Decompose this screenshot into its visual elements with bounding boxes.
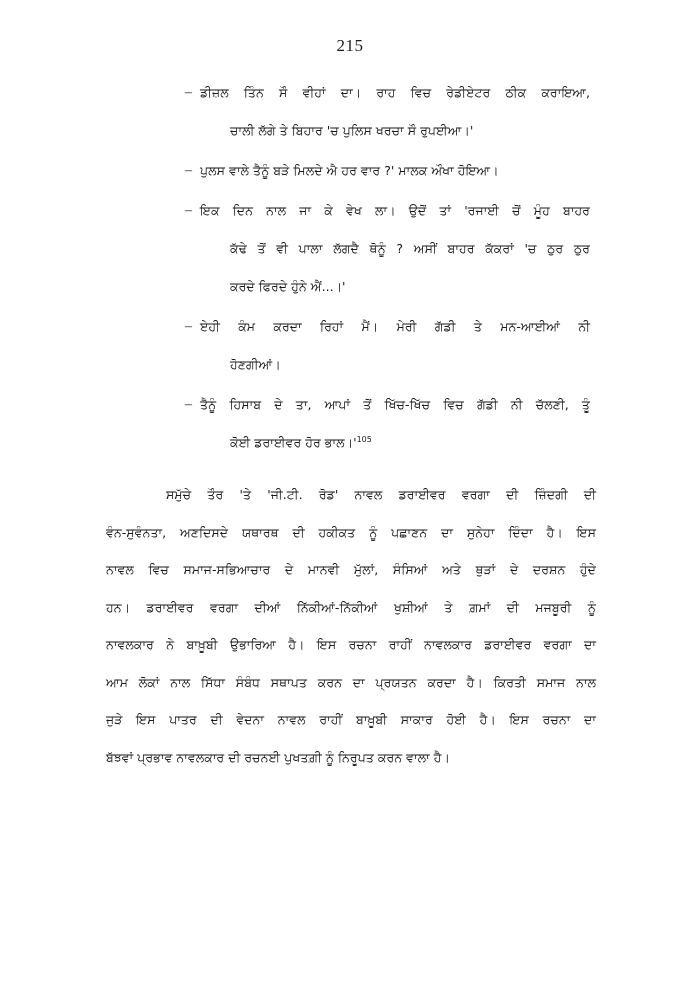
- quote-line: ਇਕ ਦਿਨ ਨਾਲ ਜਾ ਕੇ ਵੇਖ ਲਾ। ਉਦੋਂ ਤਾਂ 'ਰਜਾਈ ਚੋਂ ਮੂੰਹ ਬਾਹਰ: [200, 203, 590, 218]
- paragraph-line: ਜੁੜੇ ਇਸ ਪਾਤਰ ਦੀ ਵੇਦਨਾ ਨਾਵਲ ਰਾਹੀਂ ਬਾਖ਼ੂਬੀ ਸਾਕਾਰ ਹੋਈ ਹੈ। ਇਸ ਰਚਨਾ ਦਾ: [106, 712, 596, 727]
- quote-line: ਕੱਢੇ ਤੋਂ ਵੀ ਪਾਲਾ ਲੱਗਦੈ ਥੋਨੂੰ ? ਅਸੀਂ ਬਾਹਰ ਕੱਕਰਾਂ 'ਚ ਠੁਰ ਠੁਰ: [230, 241, 590, 256]
- quote-line: ਪੁਲਸ ਵਾਲੇ ਤੈਨੂੰ ਬੜੇ ਮਿਲਦੇ ਐ ਹਰ ਵਾਰ ?' ਮਾਲਕ ਔਖਾ ਹੋਇਆ।: [200, 163, 499, 178]
- paragraph-line: ਬੱਝਵਾਂ ਪ੍ਰਭਾਵ ਨਾਵਲਕਾਰ ਦੀ ਰਚਨਈ ਪੁਖਤਗ਼ੀ ਨੂੰ ਨਿਰੂਪਤ ਕਰਨ ਵਾਲਾ ਹੈ।: [106, 749, 450, 765]
- quote-line: [230, 424, 596, 462]
- footnote-reference: 105: [356, 434, 372, 444]
- quote-dash-icon: –: [185, 85, 192, 100]
- paragraph-line: ਵੰਨ-ਸੁਵੰਨਤਾ, ਅਣਦਿਸਦੇ ਯਥਾਰਥ ਦੀ ਹਕੀਕਤ ਨੂੰ ਪਛਾਣਨ ਦਾ ਸੁਨੇਹਾ ਦਿੰਦਾ ਹੈ। ਇਸ: [106, 524, 596, 540]
- quoted-dialogue-block: [106, 74, 596, 462]
- quote-dash-icon: –: [185, 163, 192, 178]
- quote-line: ਹੋਣਗੀਆਂ।: [230, 357, 281, 372]
- quote-item: [106, 74, 596, 150]
- body-paragraph: [106, 476, 596, 776]
- quote-item: [106, 386, 596, 462]
- quote-line: ਤੈਨੂੰ ਹਿਸਾਬ ਦੇ ਤਾ, ਆਪਾਂ ਤੋਂ ਖਿੱਚ-ਖਿੱਚ ਵਿਚ ਗੱਡੀ ਨੀ ਚੱਲਣੀ, ਤੂੰ: [200, 397, 590, 412]
- quote-item: [106, 192, 596, 306]
- quote-line: ਏਹੀ ਕੰਮ ਕਰਦਾ ਰਿਹਾਂ ਮੈਂ। ਮੇਰੀ ਗੱਡੀ ਤੇ ਮਨ-ਆਈਆਂ ਨੀ: [200, 319, 590, 334]
- quote-dash-icon: –: [185, 319, 192, 334]
- paragraph-line: ਨਾਵਲਕਾਰ ਨੇ ਬਾਖ਼ੂਬੀ ਉਭਾਰਿਆ ਹੈ। ਇਸ ਰਚਨਾ ਰਾਹੀਂ ਨਾਵਲਕਾਰ ਡਰਾਈਵਰ ਵਰਗਾ ਦਾ: [106, 637, 596, 652]
- paragraph-line: ਆਮ ਲੋਕਾਂ ਨਾਲ ਸਿੱਧਾ ਸੰਬੰਧ ਸਥਾਪਤ ਕਰਨ ਦਾ ਪ੍ਰਯਤਨ ਕਰਦਾ ਹੈ। ਕਿਰਤੀ ਸਮਾਜ ਨਾਲ: [106, 674, 596, 690]
- page-number: 215: [336, 36, 364, 55]
- quote-line: ਚਾਲੀ ਲੱਗੇ ਤੇ ਬਿਹਾਰ 'ਚ ਪੁਲਿਸ ਖਰਚਾ ਸੌ ਰੁਪਈਆ।': [230, 123, 474, 138]
- quote-dash-icon: –: [185, 397, 192, 412]
- paragraph-line: ਨਾਵਲ ਵਿਚ ਸਮਾਜ-ਸਭਿਆਚਾਰ ਦੇ ਮਾਨਵੀ ਮੁੱਲਾਂ, ਸੰਸਿਆਂ ਅਤੇ ਥੁੜਾਂ ਦੇ ਦਰਸ਼ਨ ਹੁੰਦੇ: [106, 562, 596, 577]
- paragraph-line: ਸਮੁੱਚੇ ਤੌਰ 'ਤੇ 'ਜੀ.ਟੀ. ਰੋਡ' ਨਾਵਲ ਡਰਾਈਵਰ ਵਰਗਾ ਦੀ ਜ਼ਿੰਦਗੀ ਦੀ: [166, 487, 596, 502]
- quote-item: [106, 308, 596, 384]
- quote-dash-icon: –: [185, 203, 192, 218]
- paragraph-line: ਹਨ। ਡਰਾਈਵਰ ਵਰਗਾ ਦੀਆਂ ਨਿੱਕੀਆਂ-ਨਿੱਕੀਆਂ ਖੁਸ਼ੀਆਂ ਤੇ ਗ਼ਮਾਂ ਦੀ ਮਜਬੂਰੀ ਨੂੰ: [106, 599, 596, 615]
- quote-line: ਡੀਜ਼ਲ ਤਿੰਨ ਸੌ ਵੀਹਾਂ ਦਾ। ਰਾਹ ਵਿਚ ਰੇਡੀਏਟਰ ਠੀਕ ਕਰਾਇਆ,: [200, 85, 590, 100]
- quote-line-text: ਕੋਈ ਡਰਾਈਵਰ ਹੋਰ ਭਾਲ।': [230, 435, 357, 450]
- quote-line: ਕਰਦੇ ਫਿਰਦੇ ਹੁੰਨੇ ਐਂ...।': [230, 279, 346, 294]
- quote-item: [106, 152, 596, 190]
- page-content: [106, 74, 596, 776]
